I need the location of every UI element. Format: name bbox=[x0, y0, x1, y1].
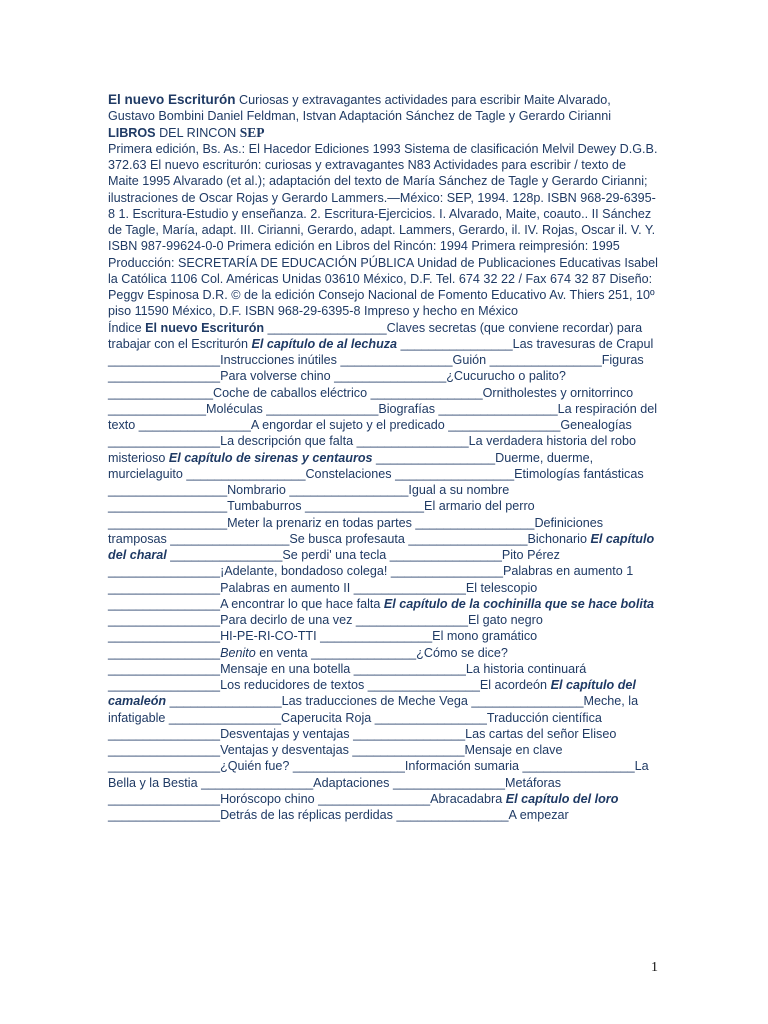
book-title: El nuevo Escriturón bbox=[108, 92, 236, 107]
page-number: 1 bbox=[651, 960, 658, 975]
chapter-heading: El capítulo del camaleón bbox=[108, 678, 636, 709]
document-page bbox=[108, 92, 660, 823]
index-text: ________________Las traducciones de Meche Vega ________________Meche, la infatigable ________________Caperucita Roja ________________Traducción científica ________________Desventajas y ventajas ________________Las cartas del señor Eliseo ________________Ventajas y desventajas ________________Mensaje en clave ________________¿Quién fue? ________________Información sumaria ________________La Bella y la Bestia ________________Adaptaciones ________________Metáforas ________________Horóscopo chino ________________Abracadabra bbox=[108, 694, 649, 806]
index-text: Benito bbox=[220, 645, 256, 660]
chapter-heading: El capítulo del loro bbox=[505, 791, 619, 806]
book-subtitle-authors: Curiosas y extravagantes actividades para escribir Maite Alvarado, Gustavo Bombini Daniel Feldman, Istvan Adaptación Sánchez de Tagle y Gerardo Cirianni bbox=[108, 93, 612, 124]
credits-paragraph bbox=[108, 92, 660, 320]
chapter-heading: El capítulo de sirenas y centauros bbox=[168, 450, 373, 465]
index-text: ________________Las travesuras de Crapul ________________Instrucciones inútiles ________________Guión ________________Figuras ________________Para volverse chino ________________¿Cucurucho o palito? _______________Coche de caballos eléctrico ________________Ornitholestes y ornitorrinco ______________Moléculas ________________Biografías _________________La respiración del texto ________________A engordar el sujeto y el predicado ________________Genealogías ________________La descripción que falta ________________La verdadera historia del robo misterioso bbox=[108, 336, 657, 465]
credits-body: Primera edición, Bs. As.: El Hacedor Ediciones 1993 Sistema de clasificación Melvil Dewey D.G.B. 372.63 El nuevo escriturón: curiosas y extravagantes N83 Actividades para escribir / texto de Maite 1995 Alvarado (et al.); adaptación del texto de María Sánchez de Tagle y Gerardo Cirianni; ilustraciones de Oscar Rojas y Gerardo Lammers.—México: SEP, 1994. 128p. ISBN 968-29-6395-8 1. Escritura-Estudio y enseñanza. 2. Escritura-Ejercicios. I. Alvarado, Maite, coauto.. II Sánchez de Tagle, María, adapt. III. Cirianni, Gerardo, adapt. Lammers, Gerardo, il. IV. Rojas, Oscar il. V. Y. ISBN 987-99624-0-0 Primera edición en Libros del Rincón: 1994 Primera reimpresión: 1995 Producción: SECRETARÍA DE EDUCACIÓN PÚBLICA Unidad de Publicaciones Educativas Isabel la Católica 1106 Col. Américas Unidas 03610 México, D.F. Tel. 674 32 22 / Fax 674 32 87 Diseño: Peggv Espinosa D.R. © de la edición Consejo Nacional de Fomento Educativo Av. Thiers 251, 10º piso 11590 México, D.F. ISBN 968-29-6395-8 Impreso y hecho en México bbox=[108, 141, 658, 319]
collection-name: LIBROS bbox=[108, 125, 156, 140]
index-text: ________________Para decirlo de una vez ________________El gato negro ________________HI-PE-RI-CO-TTI ________________El mono gramático ________________ bbox=[108, 613, 543, 660]
index-text: _________________Claves secretas (que conviene recordar) para trabajar con el Escriturón bbox=[108, 320, 643, 351]
index-text: ________________Se perdi' una tecla ________________Pito Pérez ________________¡Adelante, bondadoso colega! ________________Palabras en aumento 1 ________________Palabras en aumento II ________________El telescopio ________________A encontrar lo que hace falta bbox=[108, 548, 634, 611]
index-text: _________________Duerme, duerme, murcielaguito _________________Constelaciones _________________Etimologías fantásticas _________________Nombrario _________________Igual a su nombre _________________Tumbaburros _________________El armario del perro _________________Meter la prenariz en todas partes _________________Definiciones tramposas _________________Se busca profesauta _________________Bichonario bbox=[108, 450, 644, 546]
index-text: Índice bbox=[108, 320, 146, 335]
chapter-heading: El capítulo de la cochinilla que se hace bolita bbox=[383, 596, 655, 611]
collection-rest: DEL RINCON bbox=[155, 125, 240, 140]
index-text: en venta _______________¿Cómo se dice? ________________Mensaje en una botella ________________La historia continuará ________________Los reducidores de textos ________________El acordeón bbox=[108, 645, 587, 692]
index-text: El nuevo Escriturón bbox=[145, 320, 265, 335]
index-paragraph bbox=[108, 320, 660, 824]
sep-logo: SEP bbox=[239, 124, 265, 140]
index-text: ________________Detrás de las réplicas perdidas ________________A empezar bbox=[108, 808, 569, 822]
chapter-heading: El capítulo del charal bbox=[108, 531, 655, 562]
chapter-heading: El capítulo de al lechuza bbox=[251, 336, 398, 351]
